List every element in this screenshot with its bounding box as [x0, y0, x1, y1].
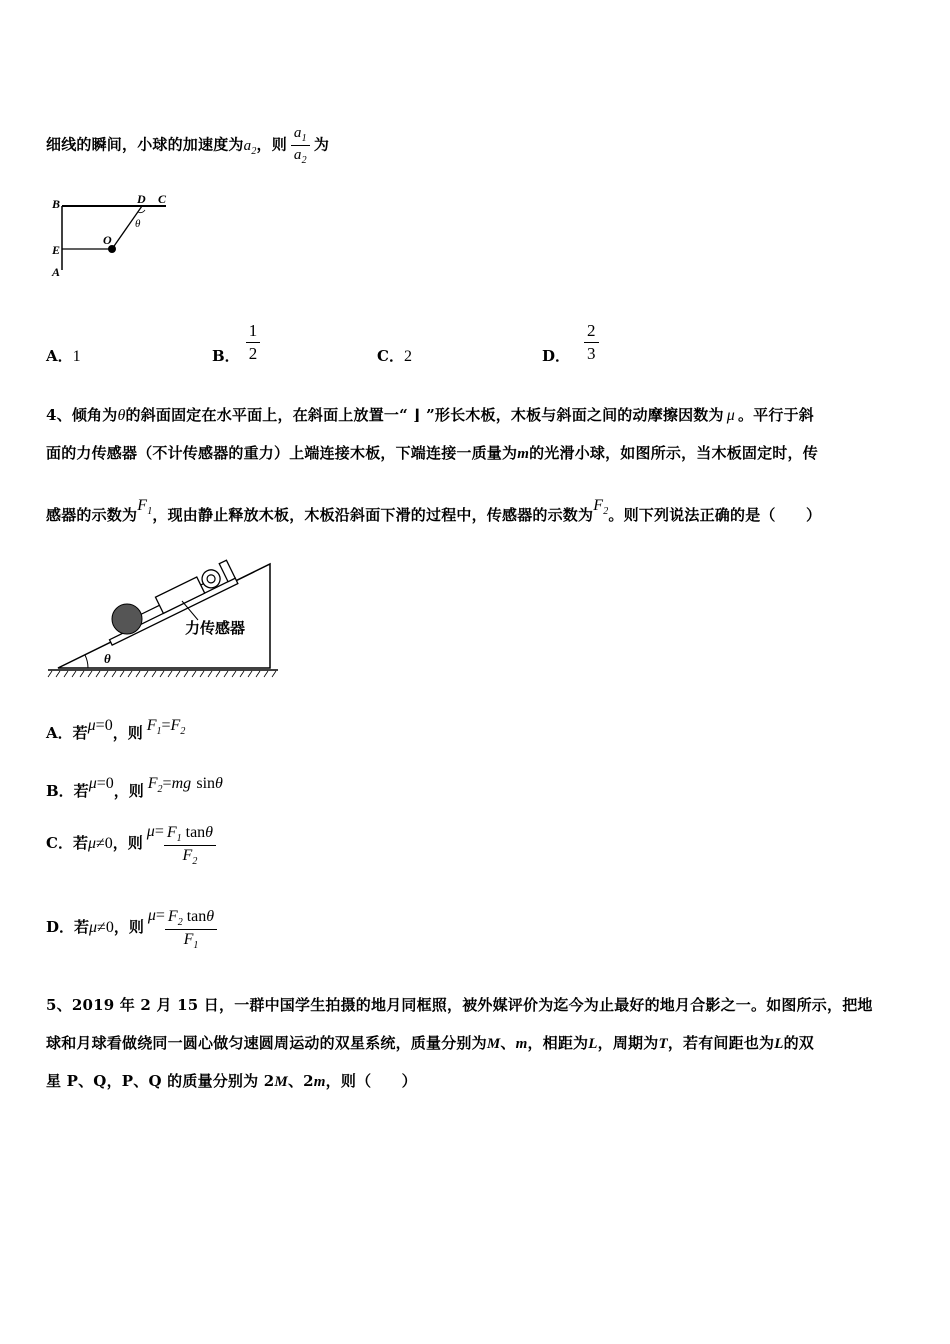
q3-label-E: E — [52, 243, 61, 257]
q5-line-2: 球和月球看做绕同一圆心做匀速圆周运动的双星系统，质量分别为M、m，相距为L，周期为T，若有间距也为L的双 — [46, 1034, 814, 1052]
q3-label-O: O — [103, 233, 112, 247]
q3-a2: $a_2$ — [243, 137, 257, 157]
q3-label-D: D — [137, 192, 146, 206]
q4-fig-label: 力传感器 — [185, 619, 246, 637]
q3-ratio-fraction: $\frac{a_1}{a_2}$ — [291, 125, 310, 166]
q4-option-a[interactable]: A．若μ=0，则 $F_1=F_2$ — [46, 717, 186, 742]
q3-label-A: A — [52, 265, 61, 279]
q3-stem-line — [46, 125, 329, 166]
q3-label-C: C — [158, 192, 167, 206]
q3-label-theta: θ — [135, 218, 141, 230]
q3-then: ，则 — [256, 135, 287, 154]
q4-line-2: 面的力传感器（不计传感器的重力）上端连接木板，下端连接一质量为m的光滑小球，如图所示，当木板固定时，传 — [46, 444, 818, 462]
q3-option-d[interactable]: D． $\frac{2}{3}$ — [542, 321, 599, 366]
q3-option-a[interactable]: A．1 — [46, 347, 81, 365]
q4-figure — [46, 546, 286, 681]
q4-option-b[interactable]: B．若μ=0，则 $F_2=mg$ sinθ — [46, 775, 223, 800]
q3-figure — [46, 188, 176, 280]
q3-option-c[interactable]: C．2 — [377, 347, 412, 365]
q4-fig-theta: θ — [104, 651, 111, 666]
q3-label-B: B — [52, 197, 61, 211]
q3-suffix: 为 — [313, 135, 330, 154]
q3-option-b[interactable]: B． $\frac{1}{2}$ — [212, 321, 260, 366]
q3-stem-text: 细线的瞬间，小球的加速度为 — [46, 135, 244, 154]
q4-option-c[interactable]: C．若μ≠0，则μ= $\frac{F_1 \tan\theta}{F_2}$ — [46, 824, 216, 867]
q5-line-3: 星 P、Q，P、Q 的质量分别为 2M、2m，则（ ） — [46, 1072, 417, 1090]
q5-line-1: 5、2019 年 2 月 15 日，一群中国学生拍摄的地月同框照，被外媒评价为迄今为止最好的地月合影之一。如图所示，把地 — [46, 996, 873, 1014]
q4-line-3: 感器的示数为$F_1$，现由静止释放木板，木板沿斜面下滑的过程中，传感器的示数为$F_2$。则下列说法正确的是（ ） — [46, 497, 822, 524]
q4-option-d[interactable]: D．若μ≠0，则μ= $\frac{F_2 \tan\theta}{F_1}$ — [46, 908, 217, 951]
q4-line-1: 4、倾角为θ的斜面固定在水平面上，在斜面上放置一“ ⌋ ”形长木板，木板与斜面之间的动摩擦因数为 μ 。平行于斜 — [46, 406, 814, 424]
